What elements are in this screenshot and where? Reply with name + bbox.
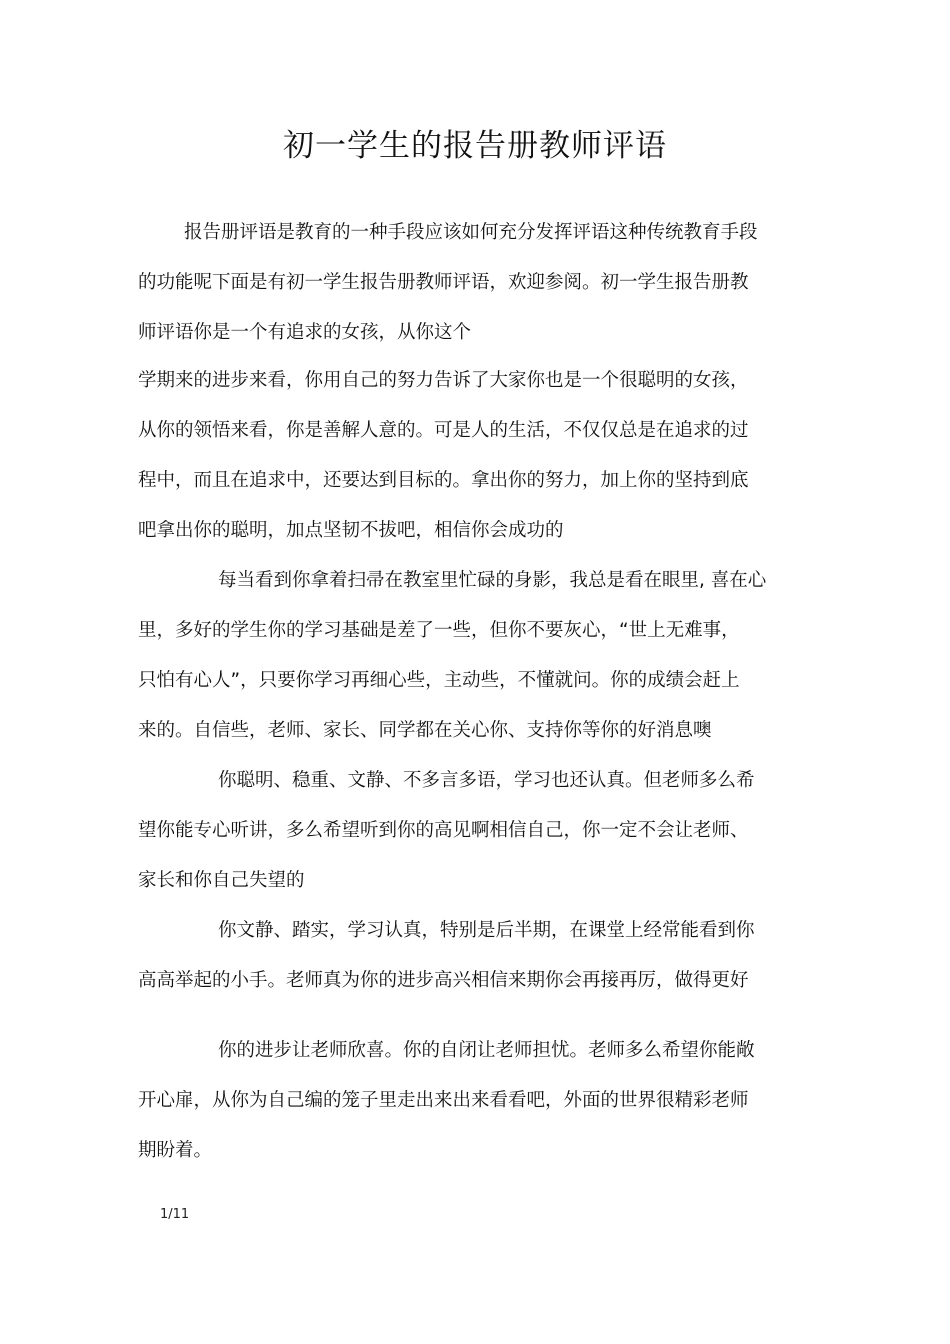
paragraph-line: 里，多好的学生你的学习基础是差了一些，但你不要灰心，“世上无难事，: [138, 620, 740, 641]
paragraph-line: 期盼着。: [138, 1140, 213, 1161]
paragraph-line: 程中，而且在追求中，还要达到目标的。拿出你的努力，加上你的坚持到底: [138, 470, 749, 491]
page-number: 1/11: [160, 1207, 190, 1222]
paragraph-line: 只怕有心人”，只要你学习再细心些，主动些，不懂就问。你的成绩会赶上: [138, 670, 740, 691]
paragraph-line: 从你的领悟来看，你是善解人意的。可是人的生活，不仅仅总是在追求的过: [138, 420, 749, 441]
paragraph-line: 来的。自信些，老师、家长、同学都在关心你、支持你等你的好消息噢: [138, 720, 712, 741]
paragraph-line: 学期来的进步来看，你用自己的努力告诉了大家你也是一个很聪明的女孩，: [138, 370, 749, 391]
paragraph-1: [138, 208, 818, 358]
paragraph-2: [138, 356, 818, 556]
paragraph-6: [138, 1026, 818, 1176]
paragraph-line: 的功能呢下面是有初一学生报告册教师评语，欢迎参阅。初一学生报告册教: [138, 272, 749, 293]
document-title: 初一学生的报告册教师评语: [283, 128, 667, 164]
paragraph-3: [138, 556, 818, 756]
paragraph-line: 你文静、踏实，学习认真，特别是后半期，在课堂上经常能看到你: [218, 920, 755, 941]
paragraph-line: 望你能专心听讲，多么希望听到你的高见啊相信自己，你一定不会让老师、: [138, 820, 749, 841]
paragraph-line: 家长和你自己失望的: [138, 870, 305, 891]
paragraph-4: [138, 756, 818, 906]
paragraph-5: [138, 906, 818, 1006]
paragraph-line: 师评语你是一个有追求的女孩，从你这个: [138, 322, 472, 343]
paragraph-line: 开心扉，从你为自己编的笼子里走出来出来看看吧，外面的世界很精彩老师: [138, 1090, 749, 1111]
paragraph-line: 每当看到你拿着扫帚在教室里忙碌的身影，我总是看在眼里, 喜在心: [218, 570, 767, 591]
paragraph-line: 吧拿出你的聪明，加点坚韧不拔吧，相信你会成功的: [138, 520, 564, 541]
paragraph-line: 高高举起的小手。老师真为你的进步高兴相信来期你会再接再厉，做得更好: [138, 970, 749, 991]
paragraph-line: 你的进步让老师欣喜。你的自闭让老师担忧。老师多么希望你能敞: [218, 1040, 755, 1061]
paragraph-line: 报告册评语是教育的一种手段应该如何充分发挥评语这种传统教育手段: [184, 222, 758, 243]
paragraph-line: 你聪明、稳重、文静、不多言多语，学习也还认真。但老师多么希: [218, 770, 755, 791]
